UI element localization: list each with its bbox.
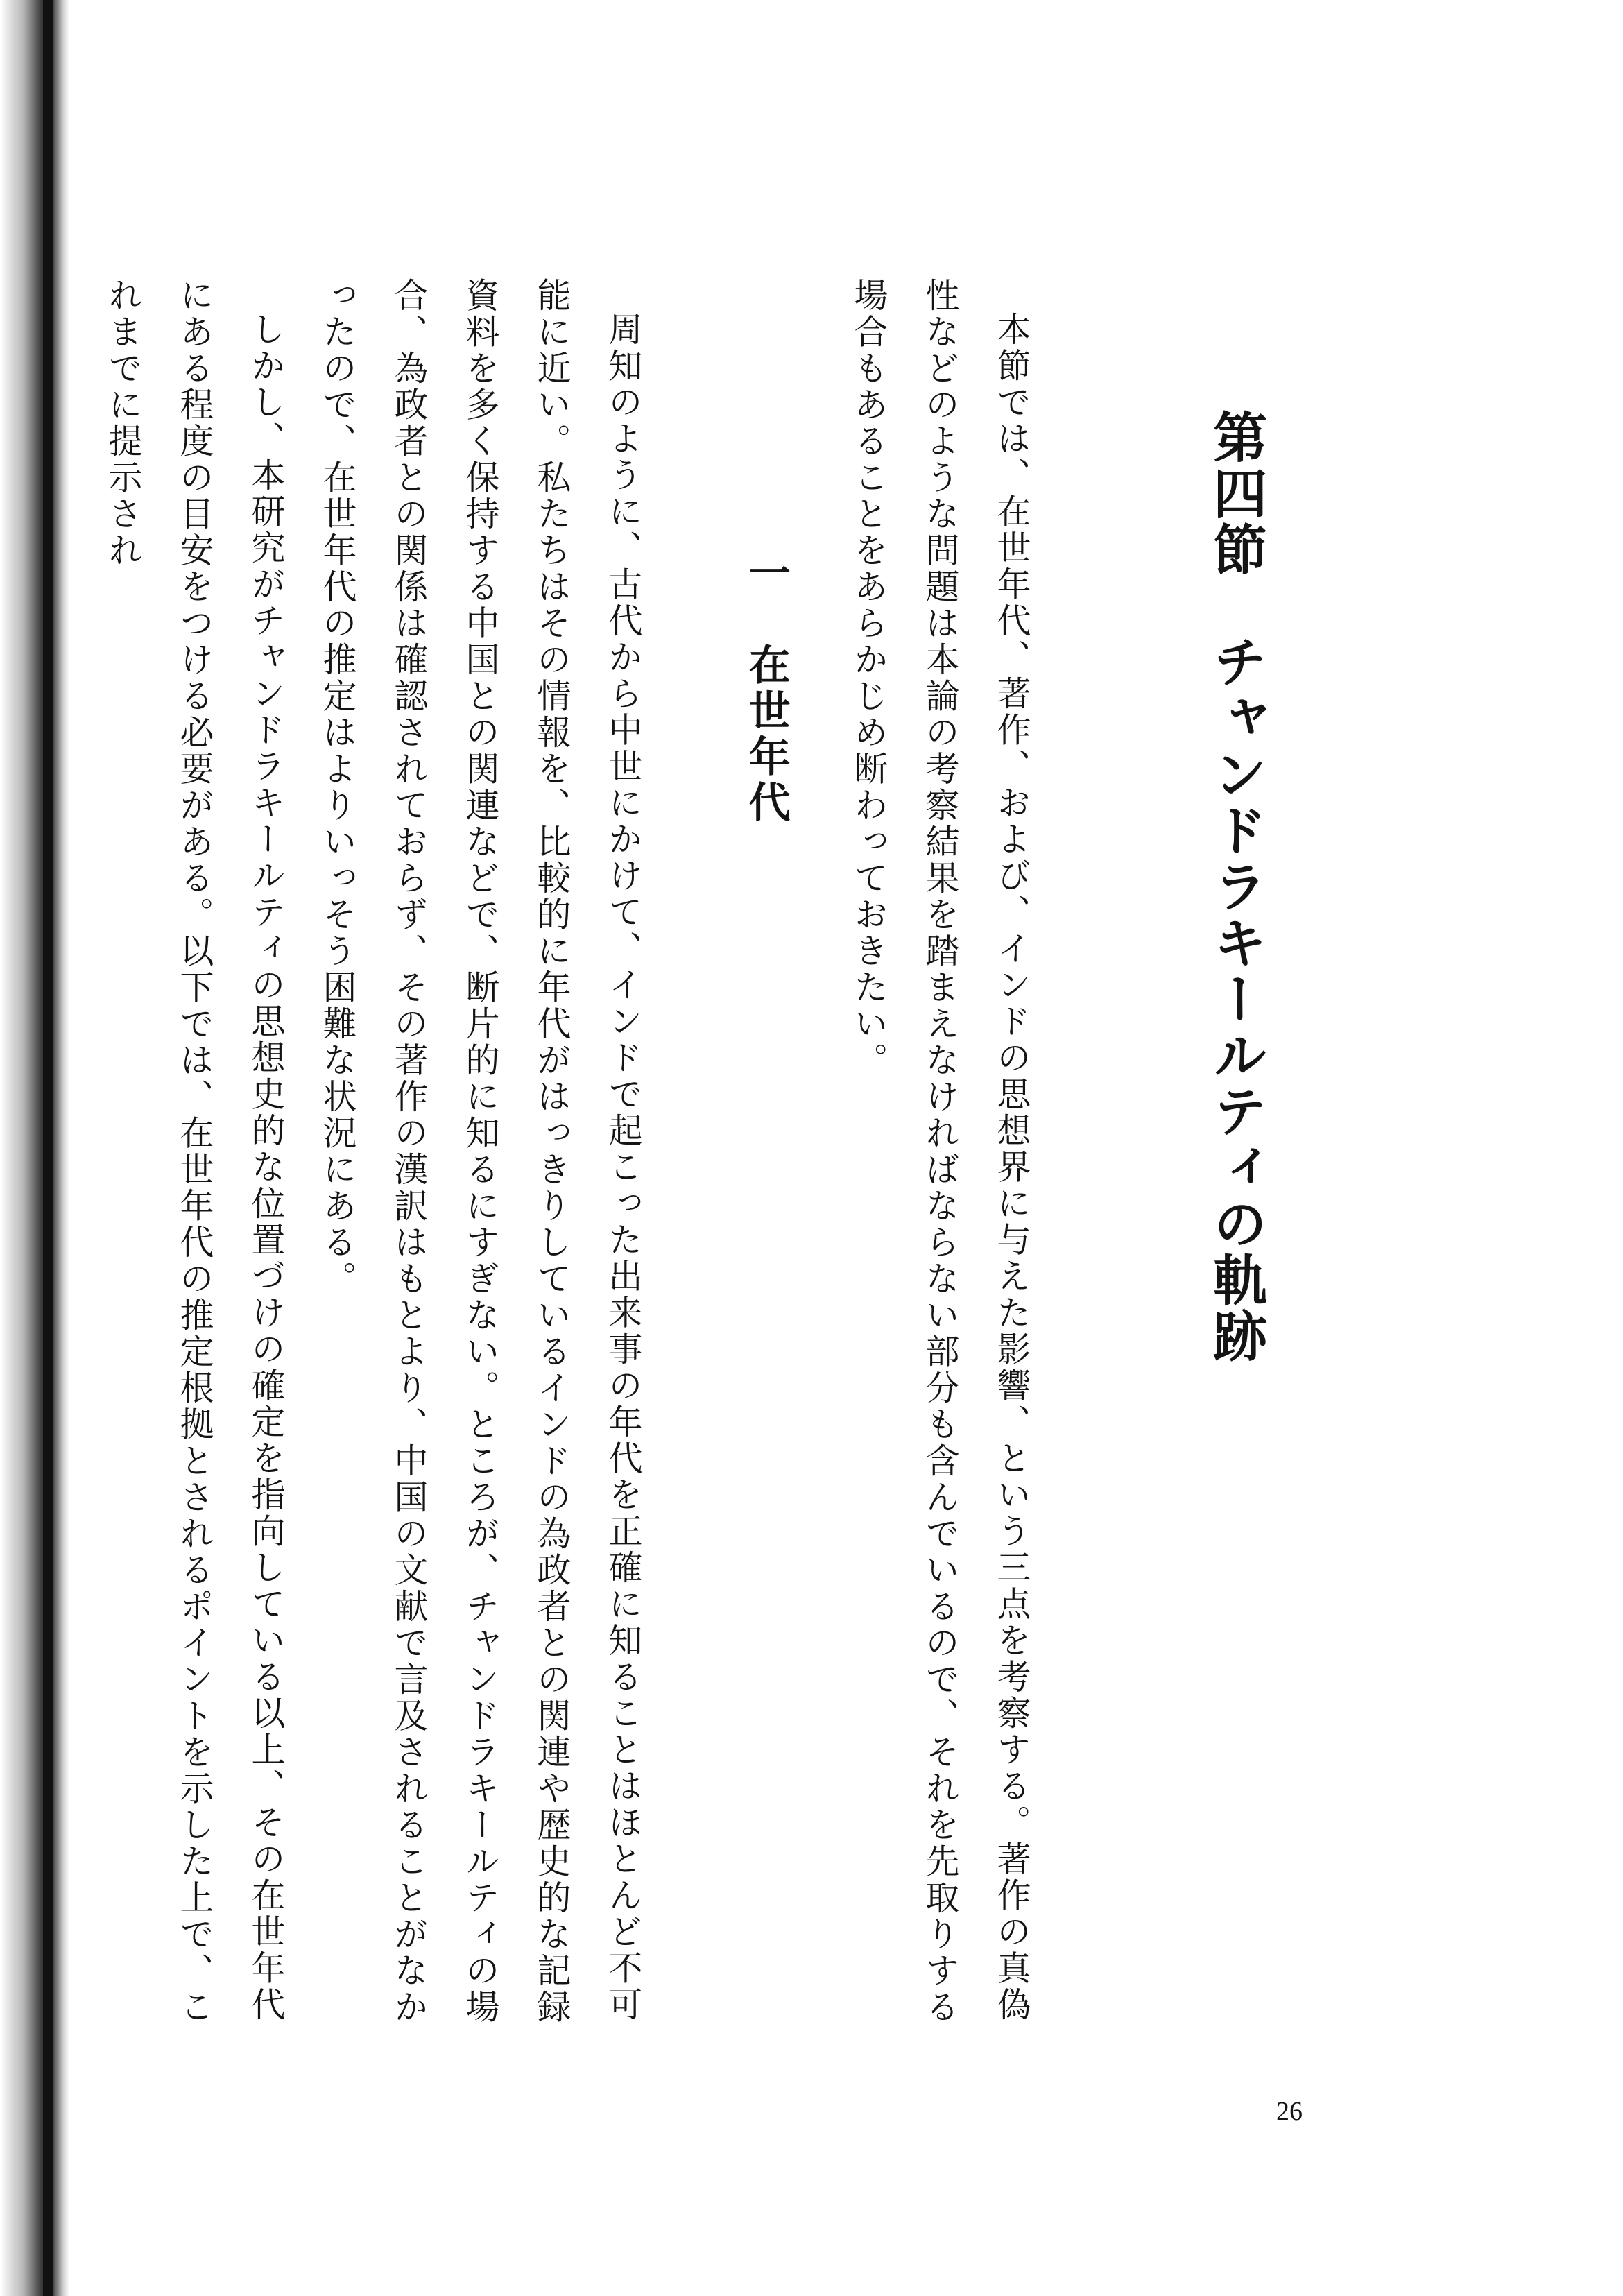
body-paragraph-1: 周知のように、古代から中世にかけて、インドで起こった出来事の年代を正確に知ることはほとんど不可能に近い。私たちはその情報を、比較的に年代がはっきりしているインドの為政者との関連や歴史的な記録資料を多く保持する中国との関連などで、断片的に知るにすぎない。ところが、チャンドラキールティの場合、為政者との関係は確認されておらず、その著作の漢訳はもとより、中国の文献で言及されることがなかったので、在世年代の推定はよりいっそう困難な状況にある。 bbox=[318, 277, 643, 2025]
subsection-body bbox=[103, 277, 659, 2043]
book-binding-shadow bbox=[0, 0, 69, 2296]
section-intro bbox=[818, 277, 1047, 2043]
intro-paragraph: 本節では、在世年代、著作、および、インドの思想界に与えた影響、という三点を考察する。著作の真偽性などのような問題は本論の考察結果を踏まえなければならない部分も含んでいるので、それを先取りする場合もあることをあらかじめ断わっておきたい。 bbox=[849, 277, 1031, 2025]
page-number: 26 bbox=[1276, 2097, 1303, 2126]
body-paragraph-2: しかし、本研究がチャンドラキールティの思想史的な位置づけの確定を指向している以上、その在世年代にある程度の目安をつける必要がある。以下では、在世年代の推定根拠とされるポイントを示した上で、これまでに提示され bbox=[103, 277, 286, 2025]
section-title: 第四節 チャンドラキールティの軌跡 bbox=[1204, 409, 1268, 1364]
subsection-title: 一 在世年代 bbox=[741, 551, 791, 826]
